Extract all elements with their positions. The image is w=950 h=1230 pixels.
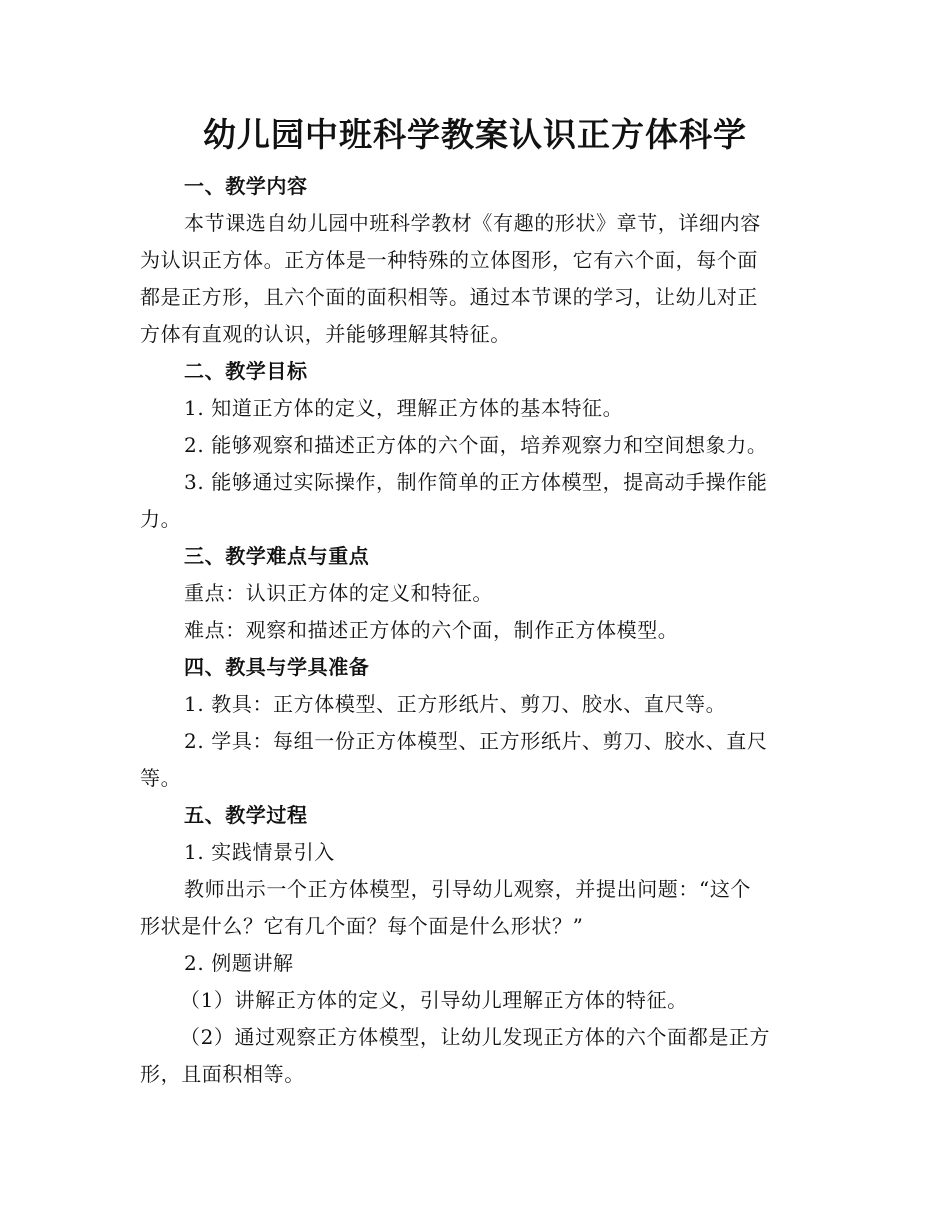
goal-item: 1. 知道正方体的定义，理解正方体的基本特征。 [184,396,624,420]
paragraph-line: 方体有直观的认识，并能够理解其特征。 [140,322,511,346]
goal-item: 3. 能够通过实际操作，制作简单的正方体模型，提高动手操作能 [184,470,768,494]
materials-item: 2. 学具：每组一份正方体模型、正方形纸片、剪刀、胶水、直尺 [184,729,768,753]
process-step: 2. 例题讲解 [184,951,294,975]
section-heading-process: 五、教学过程 [184,803,308,827]
process-substep: （1）讲解正方体的定义，引导幼儿理解正方体的特征。 [180,988,688,1012]
materials-item: 1. 教具：正方体模型、正方形纸片、剪刀、胶水、直尺等。 [184,692,727,716]
section-heading-content: 一、教学内容 [184,174,308,198]
section-heading-materials: 四、教具与学具准备 [184,655,370,679]
key-point-line: 重点：认识正方体的定义和特征。 [184,581,493,605]
document-title: 幼儿园中班科学教案认识正方体科学 [203,115,747,154]
process-substep: （2）通过观察正方体模型，让幼儿发现正方体的六个面都是正方 [180,1025,771,1049]
process-step: 1. 实践情景引入 [184,840,335,864]
materials-item-continuation: 等。 [140,766,182,790]
section-heading-key-points: 三、教学难点与重点 [184,544,370,568]
paragraph-line: 本节课选自幼儿园中班科学教材《有趣的形状》章节，详细内容 [184,211,761,235]
goal-item-continuation: 力。 [140,507,182,531]
paragraph-line: 都是正方形，且六个面的面积相等。通过本节课的学习，让幼儿对正 [140,285,758,309]
difficulty-line: 难点：观察和描述正方体的六个面，制作正方体模型。 [184,618,679,642]
paragraph-line: 教师出示一个正方体模型，引导幼儿观察，并提出问题：“这个 [184,877,752,901]
document-body [140,168,805,1093]
process-substep-continuation: 形，且面积相等。 [140,1062,305,1086]
section-heading-goals: 二、教学目标 [184,359,308,383]
paragraph-line: 为认识正方体。正方体是一种特殊的立体图形，它有六个面，每个面 [140,248,758,272]
paragraph-line: 形状是什么？它有几个面？每个面是什么形状？” [140,914,584,938]
goal-item: 2. 能够观察和描述正方体的六个面，培养观察力和空间想象力。 [184,433,768,457]
